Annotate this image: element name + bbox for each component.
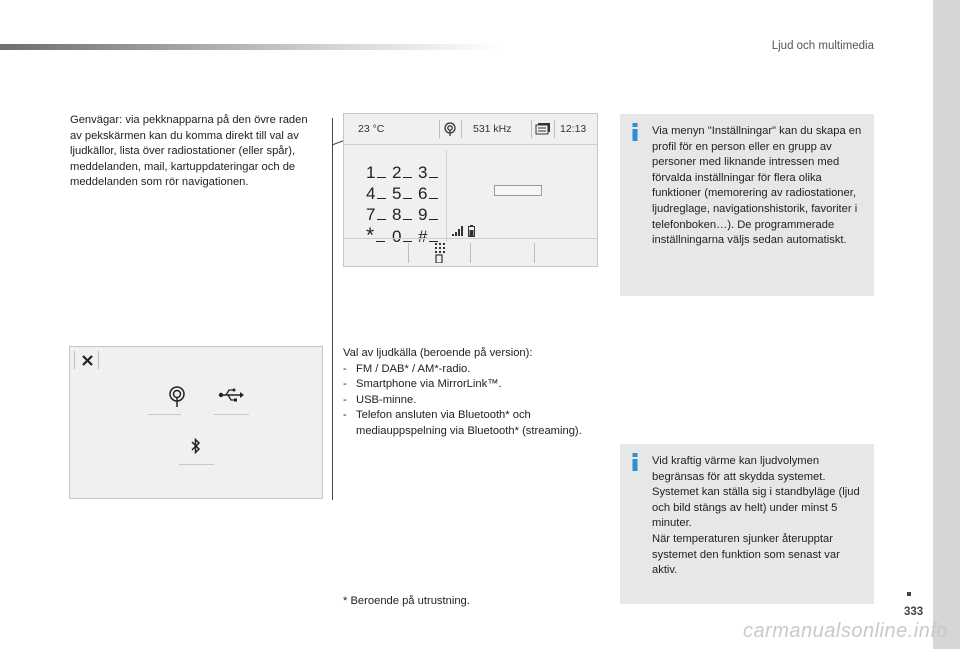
info-box-profiles (620, 114, 874, 296)
keypad-key[interactable]: 1 (366, 162, 392, 183)
footnote: * Beroende på utrustning. (343, 595, 470, 607)
keypad-key[interactable]: 3 (418, 162, 444, 183)
keypad-key[interactable]: * (366, 225, 392, 246)
info-text: Via menyn "Inställningar" kan du skapa en profil för en person eller en grupp av personer med liknande intressen med förvalda inställningar för flera olika funktioner (memorering av radiostationer, ljudreglage, navigationshistorik, favoriter i telefonboken…). De programmerade inställningarna väljs sedan automatiskt. (652, 125, 862, 247)
keypad-key[interactable]: 8 (392, 204, 418, 225)
dial-number-field[interactable] (494, 185, 542, 196)
source-selection-illustration (69, 346, 323, 499)
frequency-readout: 531 kHz (473, 123, 512, 135)
radio-icon[interactable] (443, 122, 457, 136)
radio-screen-illustration (343, 113, 598, 267)
usb-icon[interactable] (218, 388, 244, 402)
source-list-intro: Val av ljudkälla (beroende på version): (343, 347, 533, 359)
list-item: - USB-minne. (343, 393, 583, 409)
page-edge-tab (933, 0, 960, 649)
list-item: - Smartphone via MirrorLink™. (343, 377, 583, 393)
battery-icon (468, 225, 475, 237)
keypad-key[interactable]: 6 (418, 183, 444, 204)
keypad-key[interactable]: 5 (392, 183, 418, 204)
header-decor-bar (0, 44, 500, 50)
bluetooth-icon[interactable] (191, 437, 201, 455)
page-marker (907, 592, 911, 596)
signal-icon (452, 226, 464, 236)
info-text: Vid kraftig värme kan ljudvolymen begränsas för att skydda systemet. Systemet kan ställa sig i standbyläge (ljud och bild stängs av helt) under minst 5 minuter. När temperaturen sjunker återupptar systemet den funktion som senast var aktiv. (652, 455, 860, 577)
keypad-key[interactable]: 4 (366, 183, 392, 204)
list-item: - FM / DAB* / AM*-radio. (343, 362, 583, 378)
phone-keypad (366, 162, 444, 247)
clock-readout: 12:13 (560, 123, 587, 135)
keypad-key[interactable]: 7 (366, 204, 392, 225)
intro-paragraph: Genvägar: via pekknapparna på den övre raden av pekskärmen kan du komma direkt till val av ljudkällor, lista över radiostationer (eller spår), meddelanden, mail, kartuppdateringar och de meddelanden som rör navigationen. (70, 114, 308, 189)
info-icon (632, 453, 639, 471)
bottom-bar (344, 238, 597, 268)
watermark: carmanualsonline.info (742, 620, 948, 642)
keypad-key[interactable]: 9 (418, 204, 444, 225)
radio-icon[interactable] (168, 386, 186, 408)
source-list (343, 346, 583, 440)
info-icon (632, 123, 639, 141)
menu-icon[interactable] (535, 122, 551, 135)
temperature-readout: 23 °C (358, 123, 385, 135)
keypad-icon[interactable] (432, 243, 448, 263)
keypad-key[interactable]: 2 (392, 162, 418, 183)
status-bar (344, 114, 597, 145)
chapter-title: Ljud och multimedia (771, 40, 874, 52)
keypad-key[interactable]: 0 (392, 226, 418, 247)
page-number: 333 (904, 606, 924, 618)
close-icon[interactable] (82, 355, 93, 366)
keypad-key[interactable]: # (418, 226, 444, 247)
list-item: - Telefon ansluten via Bluetooth* och mediauppspelning via Bluetooth* (streaming). (343, 408, 583, 439)
column-divider (332, 118, 333, 500)
info-box-heat (620, 444, 874, 604)
